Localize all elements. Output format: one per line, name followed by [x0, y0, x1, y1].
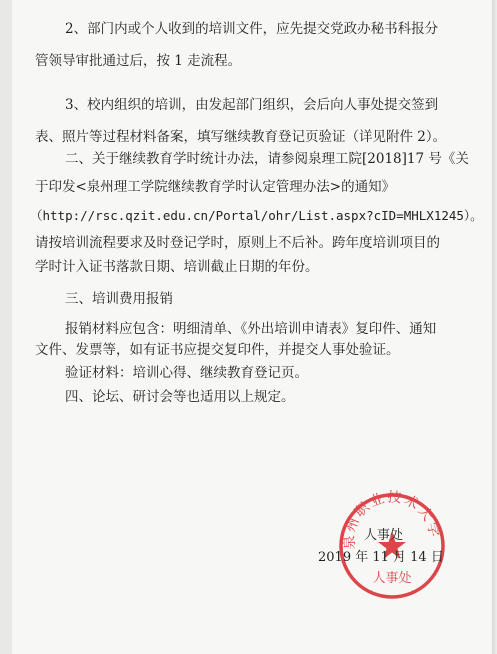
s3-line2: 文件、发票等，如有证书应提交复印件，并提交人事处验证。	[35, 342, 400, 358]
p1-line2: 管领导审批通过后，按 1 走流程。	[35, 53, 242, 69]
s2-url: （http://rsc.qzit.edu.cn/Portal/ohr/List.aspx?cID=MHLX1245）。	[30, 208, 483, 223]
p2-line1: 3、校内组织的培训，由发起部门组织，会后向人事处提交签到	[65, 97, 439, 113]
s3-title: 三、培训费用报销	[65, 291, 173, 307]
s2-line5: 学时计入证书落款日期、培训截止日期的年份。	[35, 259, 319, 275]
document-page	[12, 0, 492, 654]
page-edge-shadow	[492, 0, 497, 654]
svg-text:泉州职业技术大学: 泉州职业技术大学	[341, 490, 443, 550]
s2-line4: 请按培训流程要求及时登记学时，原则上不后补。跨年度培训项目的	[35, 235, 440, 251]
s4-line1: 四、论坛、研讨会等也适用以上规定。	[65, 389, 295, 405]
s2-line1: 二、关于继续教育学时统计办法，请参阅泉理工院[2018]17 号《关	[65, 151, 469, 167]
s3-line3: 验证材料：培训心得、继续教育登记页。	[65, 365, 308, 381]
s2-line2: 于印发<泉州理工学院继续教育学时认定管理办法>的通知》	[35, 179, 396, 195]
signature-department: 人事处	[364, 528, 404, 543]
p1-line1: 2、部门内或个人收到的培训文件，应先提交党政办秘书科报分	[65, 21, 439, 37]
s3-line1: 报销材料应包含：明细清单、《外出培训申请表》复印件、通知	[65, 321, 437, 337]
p2-line2: 表、照片等过程材料备案，填写继续教育登记页验证（详见附件 2）。	[35, 129, 447, 145]
signature-date: 2019 年 11 月 14 日	[318, 550, 444, 565]
svg-text:人事处: 人事处	[372, 571, 412, 586]
